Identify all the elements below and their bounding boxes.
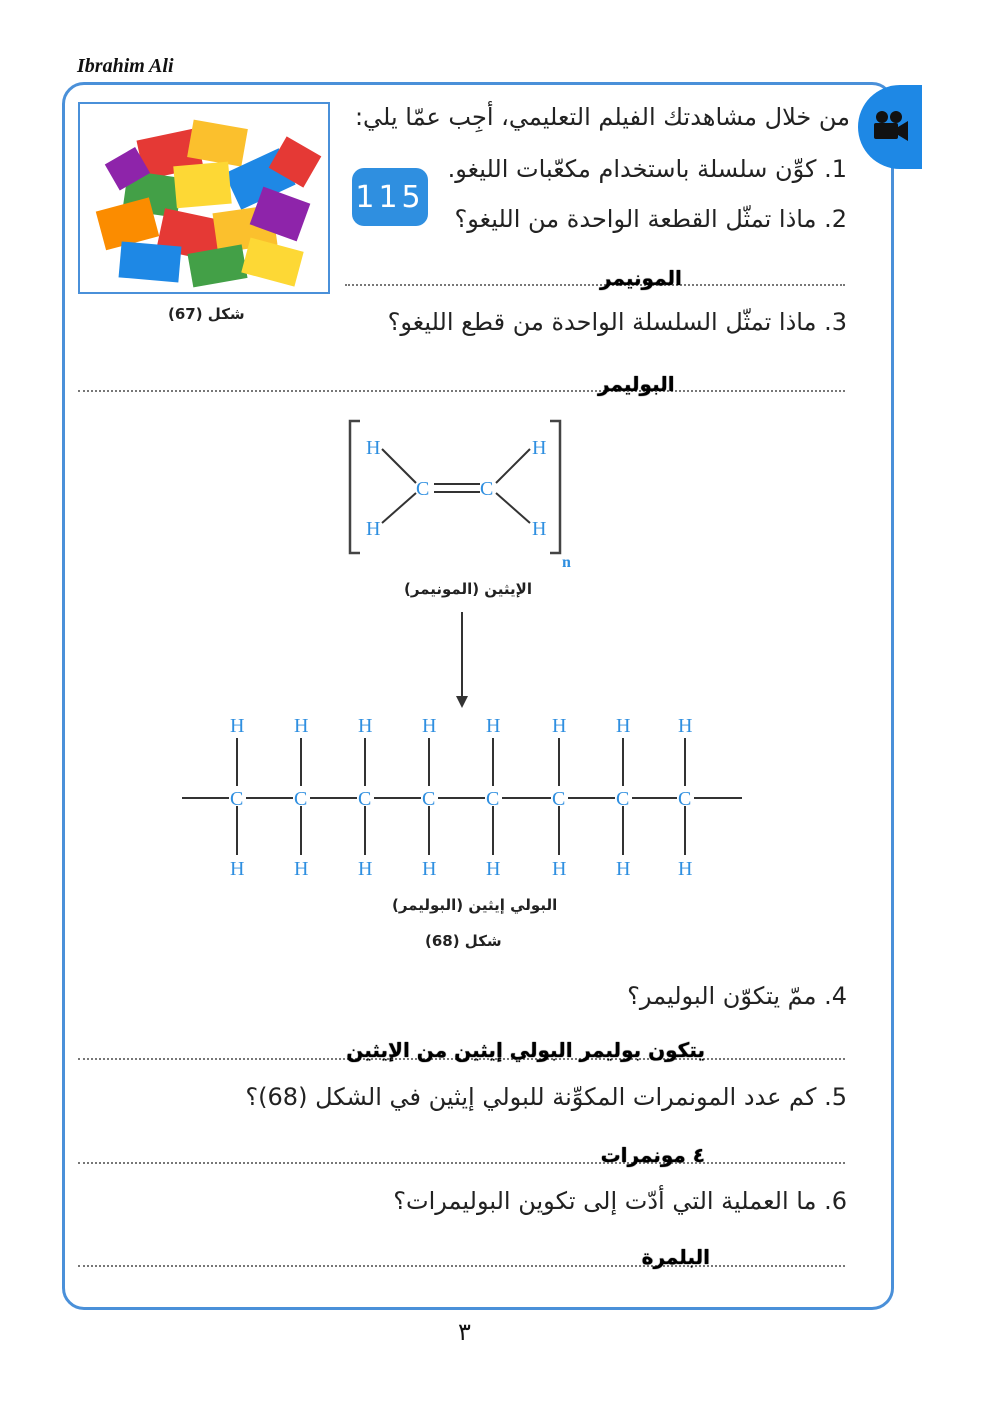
poly-atom-c: C [358,788,372,810]
poly-atom-h-bottom: H [422,858,437,880]
answer-line-3 [78,390,845,392]
question-6: 6. ما العملية التي أدّت إلى تكوين البوليمرات؟ [393,1187,847,1215]
ethene-structure [340,415,590,575]
answer-3: البوليمر [598,372,675,396]
answer-line-6 [78,1265,845,1267]
poly-atom-c: C [678,788,692,810]
poly-atom-h-bottom: H [230,858,245,880]
question-2: 2. ماذا تمثّل القطعة الواحدة من الليغو؟ [454,205,847,233]
poly-atom-h-top: H [552,715,567,737]
poly-atom-h-bottom: H [358,858,373,880]
question-3: 3. ماذا تمثّل السلسلة الواحدة من قطع الليغو؟ [387,308,847,336]
poly-atom-h-bottom: H [678,858,693,880]
poly-atom-h-top: H [422,715,437,737]
question-1: 1. كوِّن سلسلة باستخدام مكعّبات الليغو. [447,155,847,183]
question-4: 4. ممّ يتكوّن البوليمر؟ [627,982,847,1010]
poly-atom-h-bottom: H [616,858,631,880]
ethene-atom-c: C [416,478,430,500]
polyethene-structure [180,710,750,890]
page-number: ٣ [458,1318,471,1346]
answer-line-5 [78,1162,845,1164]
poly-atom-c: C [486,788,500,810]
poly-atom-c: C [422,788,436,810]
polymer-label: البولي إيثين (البوليمر) [392,896,558,914]
repeat-subscript: n [562,554,571,571]
monomer-label: الإيثين (المونيمر) [404,580,532,598]
poly-atom-c: C [616,788,630,810]
author-name: Ibrahim Ali [77,55,174,77]
figure-68-caption: شكل (68) [425,932,502,950]
ethene-atom-h: H [532,437,547,459]
poly-atom-h-top: H [486,715,501,737]
poly-atom-h-top: H [230,715,245,737]
poly-atom-h-bottom: H [552,858,567,880]
lego-bricks-image [78,102,330,294]
answer-4: يتكون بوليمر البولي إيثين من الإيثين [346,1038,705,1062]
poly-atom-h-top: H [358,715,373,737]
poly-atom-h-bottom: H [486,858,501,880]
poly-atom-h-top: H [616,715,631,737]
poly-atom-h-top: H [678,715,693,737]
answer-line-2 [345,284,845,286]
answer-5: ٤ مونمرات [600,1143,705,1167]
figure-67-caption: شكل (67) [168,305,245,323]
ethene-atom-h: H [532,518,547,540]
video-number-badge[interactable]: 115 [352,168,428,226]
ethene-atom-h: H [366,437,381,459]
poly-atom-c: C [552,788,566,810]
reaction-arrow [452,612,472,712]
intro-text: من خلال مشاهدتك الفيلم التعليمي، أجِب عمّا يلي: [354,103,850,131]
poly-atom-c: C [294,788,308,810]
video-camera-icon [870,109,910,145]
ethene-atom-c: C [480,478,494,500]
answer-6: البلمرة [641,1245,710,1269]
poly-atom-c: C [230,788,244,810]
poly-atom-h-bottom: H [294,858,309,880]
answer-2: المونيمر [600,266,682,290]
poly-atom-h-top: H [294,715,309,737]
ethene-atom-h: H [366,518,381,540]
question-5: 5. كم عدد المونمرات المكوِّنة للبولي إيثين في الشكل (68)؟ [245,1083,847,1111]
